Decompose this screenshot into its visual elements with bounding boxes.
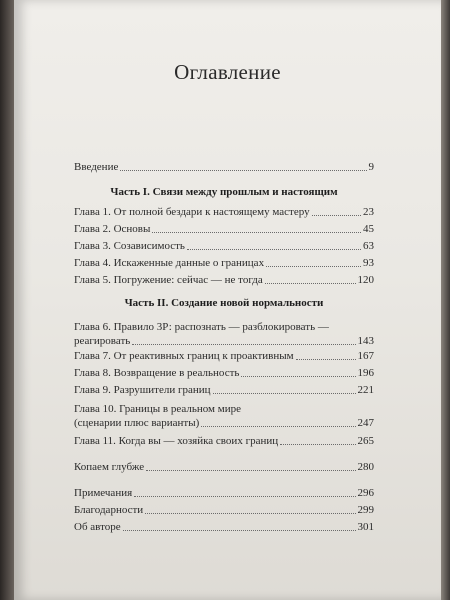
entry-title: Примечания — [74, 487, 133, 499]
leader-dots — [120, 170, 366, 171]
entry-page: 167 — [357, 350, 374, 362]
entry-page: 45 — [363, 223, 374, 235]
leader-dots — [312, 215, 361, 216]
toc-entry-about-author — [74, 520, 374, 534]
entry-page: 143 — [357, 335, 374, 347]
book-page — [14, 0, 441, 600]
page-edge-shadow — [441, 0, 450, 600]
entry-page: 221 — [357, 384, 374, 396]
book-spine-shadow — [0, 0, 14, 600]
toc-entry-chapter-4 — [74, 256, 374, 270]
leader-dots — [146, 470, 355, 471]
leader-dots — [296, 359, 356, 360]
entry-title: Глава 8. Возвращение в реальность — [74, 367, 240, 379]
toc-entry-dig-deeper — [74, 460, 374, 474]
toc-entry-chapter-5 — [74, 273, 374, 287]
entry-title: Глава 5. Погружение: сейчас — не тогда — [74, 274, 263, 286]
leader-dots — [132, 344, 355, 345]
toc-entry-chapter-11 — [74, 434, 374, 448]
entry-title: Глава 11. Когда вы — хозяйка своих границ — [74, 435, 279, 447]
entry-title: Глава 4. Искаженные данные о границах — [74, 257, 265, 269]
entry-title: Глава 2. Основы — [74, 223, 151, 235]
entry-page: 23 — [363, 206, 374, 218]
leader-dots — [152, 232, 361, 233]
part-2-heading: Часть II. Создание новой нормальности — [124, 297, 324, 309]
entry-page: 93 — [363, 257, 374, 269]
entry-title: Глава 9. Разрушители границ — [74, 384, 211, 396]
entry-title: Глава 3. Созависимость — [74, 240, 185, 252]
entry-page: 280 — [357, 461, 374, 473]
toc-entry-chapter-1 — [74, 205, 374, 219]
toc-entry-intro — [74, 160, 374, 174]
toc-title: Оглавление — [174, 60, 281, 84]
toc-entry-chapter-2 — [74, 222, 374, 236]
toc-entry-chapter-8 — [74, 366, 374, 380]
leader-dots — [266, 266, 361, 267]
leader-dots — [187, 249, 361, 250]
leader-dots — [213, 393, 356, 394]
leader-dots — [123, 530, 356, 531]
entry-title: Глава 1. От полной бездари к настоящему мастеру — [74, 206, 310, 218]
toc-entry-chapter-9 — [74, 383, 374, 397]
leader-dots — [265, 283, 356, 284]
entry-page: 196 — [357, 367, 374, 379]
toc-entry-chapter-10 — [74, 402, 374, 430]
entry-page: 247 — [357, 417, 374, 429]
part-1-heading: Часть I. Связи между прошлым и настоящим — [110, 186, 338, 198]
entry-title: Копаем глубже — [74, 461, 145, 473]
entry-page: 9 — [368, 161, 374, 173]
entry-title: Благодарности — [74, 504, 144, 516]
leader-dots — [201, 426, 355, 427]
leader-dots — [241, 376, 355, 377]
entry-title-line-1: Глава 6. Правило 3Р: распознать — разблокировать — — [74, 321, 329, 333]
toc-entry-chapter-7 — [74, 349, 374, 363]
entry-title: Глава 7. От реактивных границ к проактивным — [74, 350, 294, 362]
entry-title: Введение — [74, 161, 119, 173]
entry-page: 120 — [357, 274, 374, 286]
leader-dots — [134, 496, 355, 497]
toc-entry-chapter-3 — [74, 239, 374, 253]
toc-entry-notes — [74, 486, 374, 500]
leader-dots — [280, 444, 355, 445]
leader-dots — [145, 513, 355, 514]
toc-entry-acknowledgements — [74, 503, 374, 517]
entry-title: Об авторе — [74, 521, 121, 533]
entry-page: 265 — [357, 435, 374, 447]
entry-title-line-2: (сценарии плюс варианты) — [74, 417, 200, 429]
entry-page: 299 — [357, 504, 374, 516]
entry-title-line-1: Глава 10. Границы в реальном мире — [74, 403, 241, 415]
entry-page: 301 — [357, 521, 374, 533]
entry-title-line-2: реагировать — [74, 335, 131, 347]
entry-page: 296 — [357, 487, 374, 499]
toc-entry-chapter-6 — [74, 320, 374, 348]
entry-page: 63 — [363, 240, 374, 252]
